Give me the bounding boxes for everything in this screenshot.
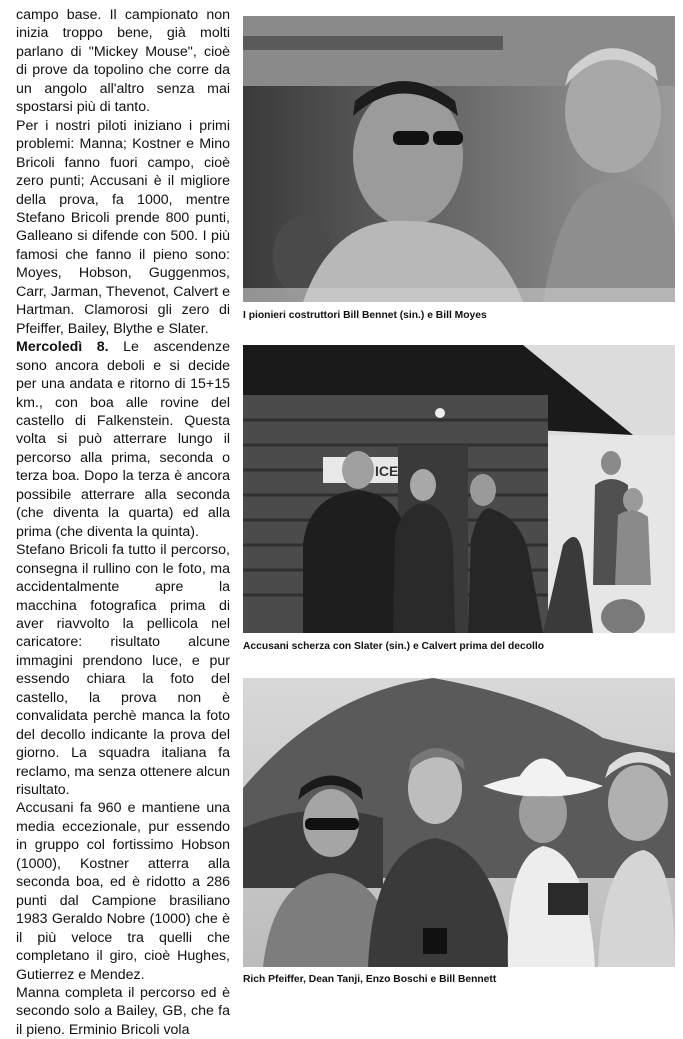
article-paragraph: Manna completa il percorso ed è secondo solo a Bailey, GB, che fa il pieno. Erminio Bricoli vola bbox=[16, 985, 230, 1038]
photo-group-portrait-image bbox=[243, 678, 675, 967]
photo-caption: Accusani scherza con Slater (sin.) e Calvert prima del decollo bbox=[243, 641, 545, 652]
article-text-column bbox=[16, 6, 230, 1039]
article-paragraph: campo base. Il campionato non inizia troppo bene, già molti parlano di "Mickey Mouse", cioè di prove da topolino che corre da un angolo all'altro senza mai spostarsi più di tanto. bbox=[16, 7, 230, 116]
photo-pioneer-builders bbox=[243, 16, 675, 302]
day-body: Le ascendenze sono ancora deboli e si decide per una andata e ritorno di 15+15 km., con boa alle rovine del castello di Falkenstein. Questa volta si può atterrare lungo il percorso alla prima, seconda o terza boa. Dopo la terza è ancora possibile atterrare alla seconda (che diventa la quarta) ed alla prima (che diventa la quinta). bbox=[16, 339, 230, 540]
photo-accusani-slater-calvert-image bbox=[243, 345, 675, 633]
photo-pioneer-builders-image bbox=[243, 16, 675, 302]
photo-group-portrait bbox=[243, 678, 675, 967]
cabin-sign-text: ICE bbox=[375, 463, 399, 479]
day-heading: Mercoledì 8. bbox=[16, 339, 109, 356]
article-paragraph: Accusani fa 960 e mantiene una media eccezionale, pur essendo in gruppo col fortissimo Hobson (1000), Kostner atterra alla seconda boa, ed è ridotto a 286 punti dal Campione brasiliano 1983 Geraldo Nobre (1000) che è il più veloce tra quelli che completano il giro, cioè Hughes, Gutierrez e Mendez. bbox=[16, 800, 230, 983]
photo-caption: Rich Pfeiffer, Dean Tanji, Enzo Boschi e Bill Bennett bbox=[243, 974, 497, 985]
article-paragraph bbox=[16, 338, 230, 541]
photo-accusani-slater-calvert bbox=[243, 345, 675, 633]
article-paragraph: Stefano Bricoli fa tutto il percorso, consegna il rullino con le foto, ma accidentalmente apre la macchina fotografica prima di aver riavvolto la pellicola nel caricatore: risultato alcune immagini prendono luce, e pur essendo chiara la foto del castello, la prova non è convalidata perchè manca la foto del decollo indicante la prova del giorno. La squadra italiana fa reclamo, ma senza ottenere alcun risultato. bbox=[16, 542, 230, 799]
article-paragraph: Per i nostri piloti iniziano i primi problemi: Manna; Kostner e Mino Bricoli fanno fuori campo, cioè zero punti; Accusani è il migliore della prova, fa 1000, mentre Stefano Bricoli prende 800 punti, Galleano si difende con 500. I più famosi che fanno il pieno sono: Moyes, Hobson, Guggenmos, Carr, Jarman, Thevenot, Calvert e Hartman. Clamorosi gli zero di Pfeiffer, Bailey, Blythe e Slater. bbox=[16, 117, 230, 337]
photo-caption: I pionieri costruttori Bill Bennet (sin.) e Bill Moyes bbox=[243, 310, 487, 321]
